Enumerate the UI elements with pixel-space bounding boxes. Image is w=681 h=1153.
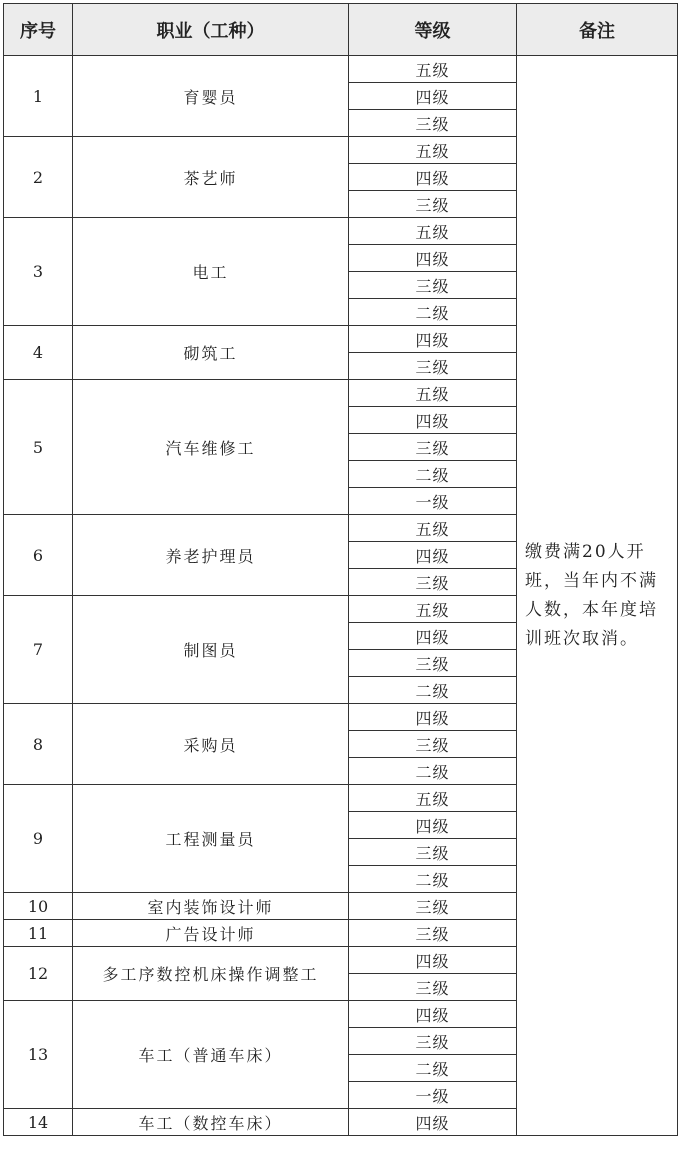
- level-cell: 三级: [349, 191, 517, 218]
- level-cell: 二级: [349, 461, 517, 488]
- row-index: 8: [4, 704, 73, 785]
- occupation-name: 养老护理员: [73, 515, 349, 596]
- row-index: 9: [4, 785, 73, 893]
- level-cell: 三级: [349, 110, 517, 137]
- header-index: 序号: [4, 4, 73, 56]
- remark-line: 人数，本年度培: [525, 599, 658, 620]
- occupation-name: 车工（数控车床）: [73, 1109, 349, 1136]
- occupation-name: 汽车维修工: [73, 380, 349, 515]
- level-cell: 一级: [349, 1082, 517, 1109]
- occupation-name: 广告设计师: [73, 920, 349, 947]
- row-index: 5: [4, 380, 73, 515]
- occupation-name: 茶艺师: [73, 137, 349, 218]
- level-cell: 二级: [349, 299, 517, 326]
- remark-cell: [517, 56, 678, 1136]
- occupation-name: 室内装饰设计师: [73, 893, 349, 920]
- level-cell: 五级: [349, 785, 517, 812]
- level-cell: 四级: [349, 542, 517, 569]
- level-cell: 四级: [349, 947, 517, 974]
- remark-line: 缴费满20人开: [525, 541, 646, 562]
- level-cell: 五级: [349, 218, 517, 245]
- level-cell: 三级: [349, 434, 517, 461]
- header-level: 等级: [349, 4, 517, 56]
- level-cell: 四级: [349, 245, 517, 272]
- header-occupation: 职业（工种）: [73, 4, 349, 56]
- level-cell: 四级: [349, 1109, 517, 1136]
- remark-line: 训班次取消。: [525, 628, 639, 649]
- level-cell: 四级: [349, 623, 517, 650]
- level-cell: 一级: [349, 488, 517, 515]
- level-cell: 三级: [349, 1028, 517, 1055]
- level-cell: 四级: [349, 407, 517, 434]
- occupation-name: 工程测量员: [73, 785, 349, 893]
- row-index: 3: [4, 218, 73, 326]
- row-index: 14: [4, 1109, 73, 1136]
- occupation-name: 育婴员: [73, 56, 349, 137]
- table-row: [4, 56, 678, 83]
- occupation-name: 砌筑工: [73, 326, 349, 380]
- level-cell: 五级: [349, 380, 517, 407]
- occupation-name: 车工（普通车床）: [73, 1001, 349, 1109]
- level-cell: 三级: [349, 731, 517, 758]
- level-cell: 三级: [349, 650, 517, 677]
- table-body: [4, 56, 678, 1136]
- level-cell: 五级: [349, 56, 517, 83]
- level-cell: 五级: [349, 137, 517, 164]
- row-index: 2: [4, 137, 73, 218]
- level-cell: 五级: [349, 596, 517, 623]
- training-levels-document: [3, 3, 678, 1136]
- occupation-level-table: [3, 3, 678, 1136]
- level-cell: 二级: [349, 677, 517, 704]
- level-cell: 四级: [349, 704, 517, 731]
- remark-line: 班，当年内不满: [525, 570, 658, 591]
- occupation-name: 制图员: [73, 596, 349, 704]
- row-index: 13: [4, 1001, 73, 1109]
- level-cell: 四级: [349, 164, 517, 191]
- level-cell: 二级: [349, 1055, 517, 1082]
- row-index: 11: [4, 920, 73, 947]
- level-cell: 四级: [349, 1001, 517, 1028]
- level-cell: 二级: [349, 758, 517, 785]
- level-cell: 三级: [349, 893, 517, 920]
- row-index: 1: [4, 56, 73, 137]
- level-cell: 三级: [349, 920, 517, 947]
- row-index: 6: [4, 515, 73, 596]
- row-index: 12: [4, 947, 73, 1001]
- level-cell: 三级: [349, 272, 517, 299]
- occupation-name: 采购员: [73, 704, 349, 785]
- level-cell: 四级: [349, 812, 517, 839]
- level-cell: 二级: [349, 866, 517, 893]
- occupation-name: 多工序数控机床操作调整工: [73, 947, 349, 1001]
- level-cell: 四级: [349, 83, 517, 110]
- header-remark: 备注: [517, 4, 678, 56]
- row-index: 4: [4, 326, 73, 380]
- row-index: 10: [4, 893, 73, 920]
- level-cell: 三级: [349, 974, 517, 1001]
- row-index: 7: [4, 596, 73, 704]
- level-cell: 三级: [349, 839, 517, 866]
- level-cell: 三级: [349, 353, 517, 380]
- table-header-row: [4, 4, 678, 56]
- occupation-name: 电工: [73, 218, 349, 326]
- level-cell: 三级: [349, 569, 517, 596]
- level-cell: 五级: [349, 515, 517, 542]
- level-cell: 四级: [349, 326, 517, 353]
